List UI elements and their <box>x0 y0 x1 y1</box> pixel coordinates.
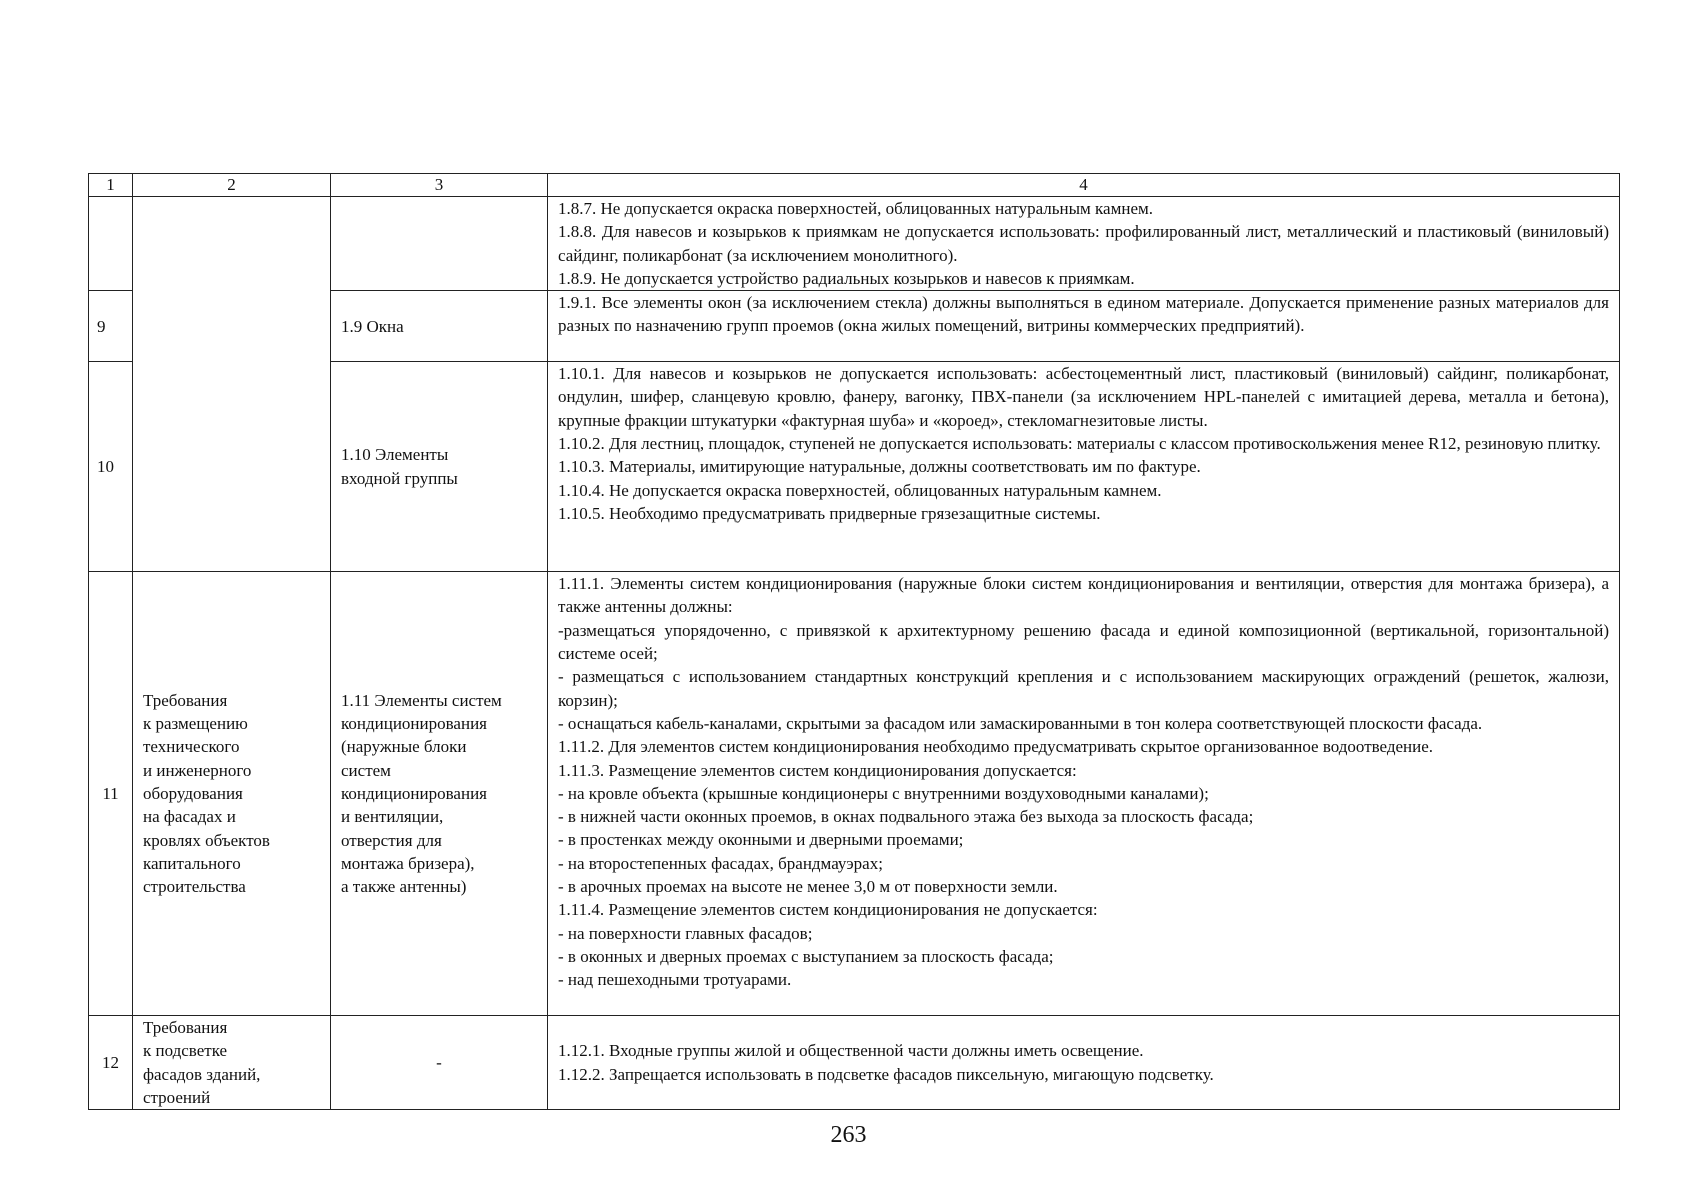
row-requirements <box>548 362 1620 572</box>
element-line: входной группы <box>341 468 458 488</box>
requirement-text: 1.8.8. Для навесов и козырьков к приямкам не допускается использовать: профилированный лист, металлический и пластиковый (виниловый) сайдинг, поликарбонат (за исключением монолитного). <box>558 222 1609 265</box>
requirement-text: - в оконных и дверных проемах с выступанием за плоскость фасада; <box>558 946 1054 966</box>
requirement-text: 1.11.2. Для элементов систем кондиционирования необходимо предусматривать скрытое организованное водоотведение. <box>558 737 1434 757</box>
requirement-text: -размещаться упорядоченно, с привязкой к архитектурному решению фасада и единой композиционной (вертикальной, горизонтальной) системе осей; <box>558 620 1609 664</box>
row-requirements <box>548 1016 1620 1110</box>
requirement-text: - над пешеходными тротуарами. <box>558 970 792 990</box>
requirement-text: 1.10.4. Не допускается окраска поверхностей, облицованных натуральным камнем. <box>558 480 1162 500</box>
requirement-text: - в нижней части оконных проемов, в окнах подвального этажа без выхода за плоскость фасада; <box>558 807 1254 827</box>
table-row <box>89 572 1620 1016</box>
requirement-text: - на второстепенных фасадах, брандмауэрах; <box>558 853 883 873</box>
requirement-text: 1.11.4. Размещение элементов систем кондиционирования не допускается: <box>558 900 1098 920</box>
row-requirements <box>548 572 1620 1016</box>
requirement-text: 1.10.1. Для навесов и козырьков не допускается использовать: асбестоцементный лист, пластиковый (виниловый) сайдинг, поликарбонат, ондулин, шифер, сланцевую кровлю, фанеру, вагонку, ПВХ-панели (за исключением HPL-панелей с имитацией дерева, металла и бетона), крупные фракции штукатурки «фактурная шуба» и «короед», стекломагнезитовые листы. <box>558 364 1609 430</box>
row-number: 11 <box>89 572 133 1016</box>
element-line: и вентиляции, <box>341 807 444 827</box>
requirement-text: 1.9.1. Все элементы окон (за исключением стекла) должны выполняться в едином материале. Допускается применение разных материалов для разных по назначению групп проемов (окна жилых помещений, витрины коммерческих предприятий). <box>558 293 1609 336</box>
category-line: Требования <box>143 1018 228 1038</box>
category-line: оборудования <box>143 784 243 804</box>
table-header-row <box>89 174 1620 197</box>
row-number: 10 <box>89 362 133 572</box>
category-line: фасадов зданий, <box>143 1064 261 1084</box>
element-line: кондиционирования <box>341 784 487 804</box>
requirement-text: 1.10.2. Для лестниц, площадок, ступеней не допускается использовать: материалы с классом противоскольжения менее R12, резиновую плитку. <box>558 434 1601 454</box>
category-line: капитального <box>143 853 241 873</box>
element-line: 1.11 Элементы систем <box>341 690 502 710</box>
element-line: (наружные блоки <box>341 737 467 757</box>
requirement-text: 1.12.1. Входные группы жилой и общественной части должны иметь освещение. <box>558 1041 1144 1061</box>
category-line: к размещению <box>143 714 248 734</box>
row-number: 12 <box>89 1016 133 1110</box>
element-line: монтажа бризера), <box>341 853 475 873</box>
category-line: на фасадах и <box>143 807 236 827</box>
requirement-text: - размещаться с использованием стандартных конструкций крепления и с использованием маскирующих ограждений (решеток, жалюзи, корзин); <box>558 667 1609 710</box>
header-col-4: 4 <box>548 174 1620 197</box>
table-row <box>89 197 1620 291</box>
row-number: 9 <box>89 291 133 362</box>
row-requirements <box>548 197 1620 291</box>
row-number <box>89 197 133 291</box>
category-line: строений <box>143 1088 211 1108</box>
requirement-text: 1.8.9. Не допускается устройство радиальных козырьков и навесов к приямкам. <box>558 268 1135 288</box>
requirement-text: 1.8.7. Не допускается окраска поверхностей, облицованных натуральным камнем. <box>558 199 1154 218</box>
requirement-text: - в простенках между оконными и дверными проемами; <box>558 830 964 850</box>
element-line: отверстия для <box>341 830 442 850</box>
row-element: 1.9 Окна <box>331 291 548 362</box>
element-line: кондиционирования <box>341 714 487 734</box>
table-row <box>89 1016 1620 1110</box>
element-line: 1.10 Элементы <box>341 445 449 465</box>
page-number: 263 <box>830 1122 867 1148</box>
row-category <box>133 1016 331 1110</box>
element-line: систем <box>341 760 391 780</box>
requirement-text: 1.11.3. Размещение элементов систем кондиционирования допускается: <box>558 760 1077 780</box>
category-line: строительства <box>143 877 246 897</box>
header-col-1: 1 <box>89 174 133 197</box>
requirement-text: 1.10.3. Материалы, имитирующие натуральные, должны соответствовать им по фактуре. <box>558 457 1201 477</box>
category-line: технического <box>143 737 240 757</box>
category-line: к подсветке <box>143 1041 228 1061</box>
row-requirements <box>548 291 1620 362</box>
row-element <box>331 572 548 1016</box>
requirement-text: 1.11.1. Элементы систем кондиционирования (наружные блоки систем кондиционирования и вентиляции, отверстия для монтажа бризера), а также антенны должны: <box>558 574 1609 617</box>
header-col-3: 3 <box>331 174 548 197</box>
category-line: и инженерного <box>143 760 252 780</box>
row-element: - <box>331 1016 548 1110</box>
requirement-text: - в арочных проемах на высоте не менее 3,0 м от поверхности земли. <box>558 877 1058 897</box>
requirements-table <box>88 173 1620 1110</box>
element-line: а также антенны) <box>341 877 467 897</box>
category-line: Требования <box>143 690 228 710</box>
row-category <box>133 572 331 1016</box>
requirement-text: - на кровле объекта (крышные кондиционеры с внутренними воздуховодными каналами); <box>558 783 1209 803</box>
requirement-text: 1.10.5. Необходимо предусматривать придверные грязезащитные системы. <box>558 503 1101 523</box>
requirement-text: - на поверхности главных фасадов; <box>558 923 813 943</box>
row-element-empty <box>331 197 548 291</box>
category-line: кровлях объектов <box>143 830 270 850</box>
requirement-text: - оснащаться кабель-каналами, скрытыми за фасадом или замаскированными в тон колера соответствующей плоскости фасада. <box>558 713 1483 733</box>
header-col-2: 2 <box>133 174 331 197</box>
requirement-text: 1.12.2. Запрещается использовать в подсветке фасадов пиксельную, мигающую подсветку. <box>558 1064 1214 1084</box>
row-category-empty <box>133 197 331 572</box>
row-element <box>331 362 548 572</box>
